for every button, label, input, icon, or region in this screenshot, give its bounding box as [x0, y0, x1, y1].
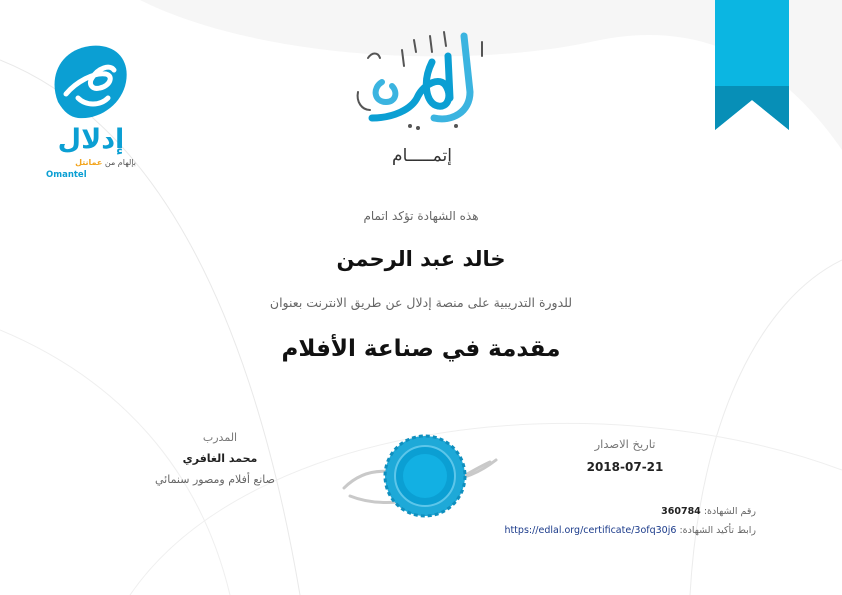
edlal-logo-icon: [48, 42, 132, 124]
confirm-text: هذه الشهادة تؤكد اتمام: [363, 209, 479, 223]
certificate-link-url[interactable]: https://edlal.org/certificate/3ofq30j6: [504, 525, 677, 536]
title-subtitle: إتمـــــام: [392, 146, 452, 166]
issue-date-value: 2018-07-21: [586, 460, 664, 474]
logo-wordmark: إدلال: [57, 124, 125, 155]
recipient-name: خالد عبد الرحمن: [336, 247, 506, 271]
title-calligraphy: [352, 22, 492, 142]
certificate-link: [504, 525, 756, 536]
omantel-text: Omantel: [46, 170, 87, 180]
tagline-prefix: بإلهام من: [104, 158, 136, 167]
trainer-name: محمد الغافري: [182, 452, 258, 465]
tagline-brand: عمانتل: [75, 158, 103, 167]
trainer-label: المدرب: [202, 431, 238, 444]
course-title: مقدمة في صناعة الأفلام: [281, 336, 561, 362]
certificate-number: [661, 506, 756, 517]
course-intro: للدورة التدريبية على منصة إدلال عن طريق الانترنت بعنوان: [269, 295, 573, 310]
seal-badge-icon: [340, 432, 500, 522]
certificate-number-label: رقم الشهادة:: [703, 506, 756, 517]
certificate-link-label: رابط تأكيد الشهادة:: [679, 525, 756, 536]
calligraphy-decor: [352, 22, 492, 142]
logo-tagline: [40, 158, 136, 167]
ribbon-bookmark-icon: [715, 0, 789, 132]
certificate-number-value: 360784: [661, 506, 701, 517]
issue-date-label: تاريخ الاصدار: [594, 437, 656, 451]
trainer-role: صانع أفلام ومصور سنمائي: [154, 473, 275, 486]
